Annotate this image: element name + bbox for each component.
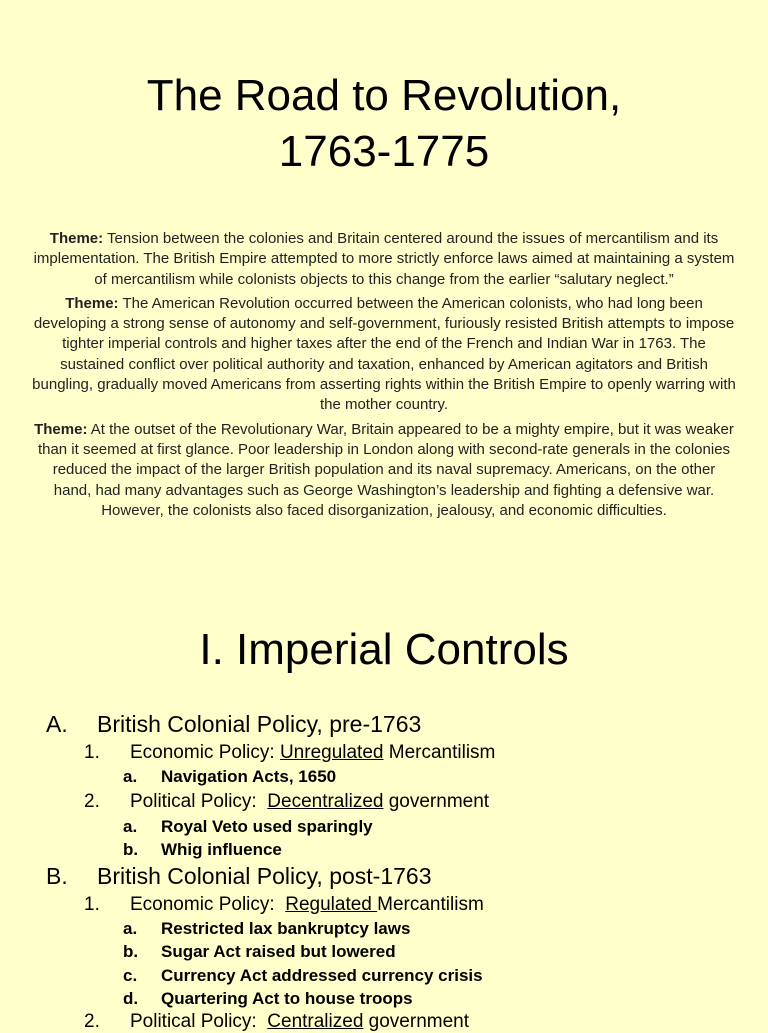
outline-marker: b. — [123, 840, 139, 859]
theme-text: At the outset of the Revolutionary War, Britain appeared to be a mighty empire, but it was weaker than it seemed at first glance. Poor leadership in London along with second-rate generals in the colonies reduced the impact of the larger British population and its naval supremacy. Americans, on the other hand, had many advantages such as George Washington’s leadership and fighting a defensive war. However, the colonists also faced disorganization, jealousy, and economic difficulties. — [37, 420, 734, 519]
outline-point: Sugar Act raised but lowered — [161, 942, 396, 961]
outline-point: Navigation Acts, 1650 — [161, 767, 337, 786]
outline-item-b — [46, 863, 68, 890]
outline-text: government — [363, 1011, 470, 1032]
outline-subheading — [130, 742, 495, 764]
outline-text: Economic Policy: — [130, 742, 280, 763]
outline-text: government — [383, 791, 490, 812]
outline-marker: 2. — [84, 791, 100, 812]
outline-point: Royal Veto used sparingly — [161, 817, 373, 836]
underlined-term: Unregulated — [279, 742, 384, 763]
title-line-1: The Road to Revolution, — [146, 71, 622, 120]
outline-marker: a. — [123, 817, 138, 836]
underlined-term: Decentralized — [267, 791, 384, 812]
outline-marker: d. — [123, 989, 139, 1008]
underlined-term: Regulated — [285, 894, 378, 915]
section-title: I. Imperial Controls — [199, 625, 569, 674]
outline-point: Quartering Act to house troops — [161, 989, 413, 1008]
theme-text: The American Revolution occurred between the American colonists, who had long been developing a strong sense of autonomy and self-government, furiously resisted British attempts to impose tighter imperial controls and higher taxes after the end of the French and Indian War in 1763. The sustained conflict over political authority and taxation, enhanced by American agitators and British bungling, gradually moved Americans from asserting rights within the British Empire to openly warring with the mother country. — [32, 294, 736, 414]
outline-text: Political Policy: — [130, 1011, 268, 1032]
theme-label: Theme: — [34, 420, 88, 438]
outline-marker: a. — [123, 919, 138, 938]
outline-heading: British Colonial Policy, post-1763 — [97, 863, 432, 889]
outline-subheading — [130, 894, 484, 916]
outline-point: Whig influence — [161, 840, 282, 859]
theme-label: Theme: — [49, 230, 104, 247]
outline-item-a — [46, 711, 68, 738]
theme-label: Theme: — [65, 294, 119, 312]
outline-text: Political Policy: — [130, 791, 268, 812]
underlined-term: Centralized — [267, 1011, 364, 1032]
outline-point: Restricted lax bankruptcy laws — [161, 919, 411, 938]
outline-marker: A. — [46, 711, 68, 737]
outline-marker: 1. — [84, 894, 100, 915]
outline-marker: b. — [123, 942, 139, 961]
outline-text: Mercantilism — [377, 894, 484, 915]
outline-marker: c. — [123, 966, 138, 985]
outline-marker: a. — [123, 767, 138, 786]
outline-marker: B. — [46, 863, 68, 889]
theme-text: Tension between the colonies and Britain centered around the issues of mercantilism and its implementation. The British Empire attempted to more strictly enforce laws aimed at maintaining a system of mercantilism while colonists objects to this change from the earlier “salutary neglect.” — [33, 230, 735, 288]
outline-subheading — [130, 1011, 469, 1033]
outline-heading: British Colonial Policy, pre-1763 — [97, 711, 422, 737]
outline-marker: 1. — [84, 742, 100, 763]
outline-marker: 2. — [84, 1011, 100, 1032]
outline-text: Mercantilism — [383, 742, 496, 763]
outline-point: Currency Act addressed currency crisis — [161, 966, 483, 985]
title-line-2: 1763-1775 — [278, 127, 490, 176]
outline-text: Economic Policy: — [130, 894, 286, 915]
outline-subheading — [130, 791, 489, 813]
